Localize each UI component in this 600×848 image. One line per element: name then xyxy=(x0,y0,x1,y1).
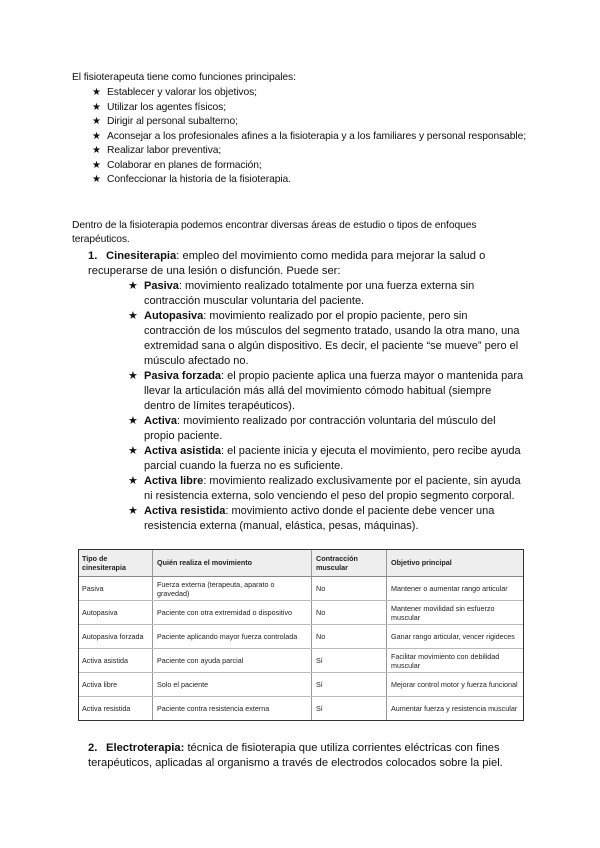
table-cell: Paciente con ayuda parcial xyxy=(153,649,312,673)
table-cell: Pasiva xyxy=(78,577,153,601)
table-row xyxy=(78,577,524,601)
list-item: ★ Dirigir al personal subalterno; xyxy=(92,115,532,130)
table-cell: Sí xyxy=(312,649,387,673)
list-item: ★ Utilizar los agentes físicos; xyxy=(92,101,532,116)
section-number: 2. xyxy=(88,742,98,754)
table-cell: Facilitar movimiento con debilidad muscular xyxy=(387,649,525,673)
areas-intro-paragraph: Dentro de la fisioterapia podemos encontrar diversas áreas de estudio o tipos de enfoques terapéuticos. xyxy=(72,220,477,246)
table-cell: Paciente con otra extremidad o dispositivo xyxy=(153,601,312,625)
table-header-cell: Contracción muscular xyxy=(312,549,387,577)
list-item: ★ Activa libre: movimiento realizado exclusivamente por el paciente, sin ayuda ni resistencia externa, solo venciendo el peso del propio segmento corporal. xyxy=(128,475,521,502)
table-cell: Mejorar control motor y fuerza funcional xyxy=(387,673,525,697)
star-bullet-icon: ★ xyxy=(92,174,101,185)
list-item: ★ Activa asistida: el paciente inicia y ejecuta el movimiento, pero recibe ayuda parcial cuando la fuerza no es suficiente. xyxy=(128,445,521,472)
table-row xyxy=(78,697,524,721)
table-cell: Activa resistida xyxy=(78,697,153,721)
table-cell: Sí xyxy=(312,673,387,697)
star-bullet-icon: ★ xyxy=(92,101,101,113)
table-cell: Paciente contra resistencia externa xyxy=(153,697,312,721)
list-item: ★ Activa resistida: movimiento activo donde el paciente debe vencer una resistencia externa (manual, elástica, pesas, máquinas). xyxy=(128,505,495,532)
star-bullet-icon: ★ xyxy=(128,505,138,517)
table-cell: Autopasiva forzada xyxy=(78,625,153,649)
table-cell: Sí xyxy=(316,704,323,713)
table-header-cell: Quién realiza el movimiento xyxy=(153,549,312,577)
table-row xyxy=(78,601,524,625)
table-header-cell: Objetivo principal xyxy=(387,549,525,577)
list-item: ★ Colaborar en planes de formación; xyxy=(92,159,532,174)
table-cell: Activa asistida xyxy=(78,649,153,673)
table-header-cell: Tipo de cinesiterapia xyxy=(78,549,153,577)
table-cell: Mantener movilidad sin esfuerzo muscular xyxy=(387,601,525,625)
star-bullet-icon: ★ xyxy=(92,130,101,142)
section-number: 1. xyxy=(88,250,98,262)
intro-paragraph: El fisioterapeuta tiene como funciones principales: xyxy=(72,72,296,83)
star-bullet-icon: ★ xyxy=(128,370,138,382)
star-bullet-icon: ★ xyxy=(128,445,138,457)
star-bullet-icon: ★ xyxy=(128,475,138,487)
table-header-row xyxy=(78,549,524,577)
list-item: ★ Pasiva forzada: el propio paciente aplica una fuerza mayor o mantenida para llevar la articulación más allá del movimiento cómodo habitual (siempre dentro de límites terapéuticos). xyxy=(128,370,524,412)
star-bullet-icon: ★ xyxy=(92,159,101,171)
table-row xyxy=(78,649,524,673)
star-bullet-icon: ★ xyxy=(128,310,138,322)
list-item: ★ Establecer y valorar los objetivos; xyxy=(92,86,532,101)
table-cell: No xyxy=(312,601,387,625)
table-cell: Solo el paciente xyxy=(153,673,312,697)
table-cell: No xyxy=(312,625,387,649)
cinesiterapia-table xyxy=(78,549,524,720)
list-item: ★ Autopasiva: movimiento realizado por el propio paciente, pero sin contracción de los músculos del segmento tratado, usando la otra mano, una extremidad sana o algún dispositivo. Es decir, el paciente “se mueve” pero el músculo afectado no. xyxy=(128,310,520,367)
star-bullet-icon: ★ xyxy=(92,87,101,98)
list-item: ★ Realizar labor preventiva; xyxy=(92,144,532,159)
table-cell: Aumentar fuerza y resistencia muscular xyxy=(387,697,525,721)
table-cell: Activa libre xyxy=(78,673,153,697)
table-cell: Autopasiva xyxy=(78,601,153,625)
table-cell: Ganar rango articular, vencer rigideces xyxy=(387,625,525,649)
table-row xyxy=(78,673,524,697)
star-bullet-icon: ★ xyxy=(92,116,101,127)
functions-list xyxy=(92,86,532,188)
section-text: técnica de fisioterapia que utiliza corrientes eléctricas con fines terapéuticos, aplicadas al organismo a través de electrodos colocados sobre la piel. xyxy=(88,742,503,770)
section-electroterapia xyxy=(88,741,536,771)
star-bullet-icon: ★ xyxy=(92,145,101,156)
section-text: : empleo del movimiento como medida para mejorar la salud o recuperarse de una lesión o disfunción. Puede ser: xyxy=(88,250,486,278)
section-cinesiterapia xyxy=(88,249,536,279)
table-cell: Fuerza externa (terapeuta, aparato o gravedad) xyxy=(153,577,312,601)
list-item: ★ Activa: movimiento realizado por contracción voluntaria del músculo del propio paciente. xyxy=(128,415,496,442)
list-item: ★ Pasiva: movimiento realizado totalmente por una fuerza externa sin contracción muscular voluntaria del paciente. xyxy=(128,280,475,307)
list-item: ★ Confeccionar la historia de la fisioterapia. xyxy=(92,173,532,188)
list-item: ★ Aconsejar a los profesionales afines a la fisioterapia y a los familiares y personal responsable; xyxy=(92,130,532,145)
table-cell: Paciente aplicando mayor fuerza controlada xyxy=(153,625,312,649)
table-row xyxy=(78,625,524,649)
table-cell: No xyxy=(312,577,387,601)
star-bullet-icon: ★ xyxy=(128,415,138,427)
star-bullet-icon: ★ xyxy=(128,280,138,292)
table-cell: Mantener o aumentar rango articular xyxy=(387,577,525,601)
section-title: Electroterapia: xyxy=(106,742,185,754)
cinesiterapia-types-list xyxy=(128,279,524,534)
section-title: Cinesiterapia xyxy=(106,250,177,262)
